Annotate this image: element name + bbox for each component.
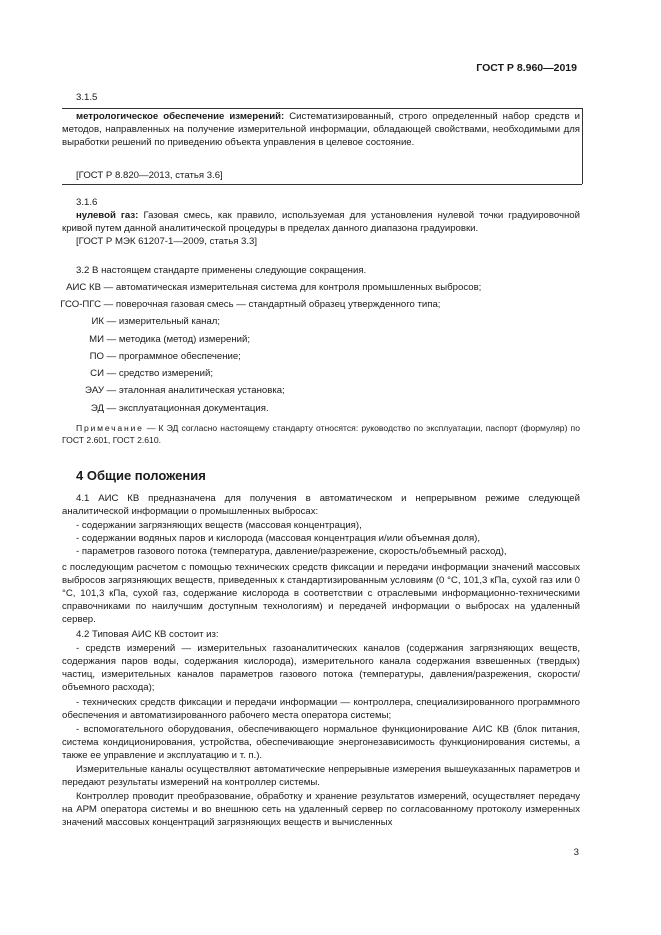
abbreviations-intro: 3.2 В настоящем стандарте применены следующие сокращения. [76,265,367,276]
list-item: - содержании загрязняющих веществ (массовая концентрация), [76,520,362,531]
abbreviation-row [38,384,285,397]
box-top-rule [62,108,582,109]
box-bottom-rule [62,184,582,185]
definition-3-1-5 [62,110,580,149]
note-label: Примечание [76,423,144,433]
abbreviation-row [38,298,440,311]
abbreviation-row [38,281,481,294]
abbreviation-term: СИ [90,368,104,379]
source-3-1-5: [ГОСТ Р 8.820—2013, статья 3.6] [76,170,223,181]
list-item: - вспомогательного оборудования, обеспечивающего нормальное функционирование АИС КВ (блок питания, система кондиционирования, устройства, обеспечивающие энергонезависимость функционирования системы, а также ее управление и эксплуатацию и т. п.). [62,724,580,761]
note [62,422,580,446]
abbreviation-definition: — средство измерений; [104,368,214,379]
page-number: 3 [573,847,579,858]
source-3-1-6: [ГОСТ Р МЭК 61207-1—2009, статья 3.3] [76,236,258,247]
abbreviation-definition: — поверочная газовая смесь — стандартный образец утвержденного типа; [101,299,441,310]
section-heading: 4 Общие положения [76,468,206,483]
list-item: - средств измерений — измерительных газоаналитических каналов (содержания загрязняющих веществ, содержания паров воды, содержания кислорода), измерительного канала содержания взвешенных (твердых) частиц, измерительных каналов параметров газового потока (температуры, давления/разрежения, скорости/объемного расхода); [62,643,580,693]
abbreviation-row [38,350,241,363]
abbreviation-row [38,315,220,328]
abbreviation-term: ГСО-ПГС [60,299,101,310]
abbreviation-term: АИС КВ [66,282,101,293]
abbreviation-row [38,402,269,415]
clause-number-3-1-5: 3.1.5 [76,92,98,103]
clause-number-3-1-6: 3.1.6 [76,197,98,208]
list-4-1 [62,519,580,558]
list-item: - содержании водяных паров и кислорода (массовая концентрация и/или объемная доля), [76,533,481,544]
abbreviation-term: МИ [89,334,104,345]
abbreviation-definition: — программное обеспечение; [104,351,241,362]
abbreviation-term: ЭД [90,403,104,414]
box-right-rule [582,108,583,184]
abbreviation-row [38,333,250,346]
term-3-1-5: метрологическое обеспечение измерений: [76,111,285,122]
definition-3-1-6 [62,209,580,235]
abbreviation-row [38,367,213,380]
abbreviation-definition: — методика (метод) измерений; [104,334,251,345]
paragraph-4-2: 4.2 Типовая АИС КВ состоит из: [76,629,219,640]
paragraph-4-1: 4.1 АИС КВ предназначена для получения в автоматическом и непрерывном режиме следующей аналитической информации о промышленных выбросах: [62,493,580,517]
standard-header: ГОСТ Р 8.960—2019 [476,62,577,74]
paragraph-4-1-tail: с последующим расчетом с помощью технических средств фиксации и передачи информации значений массовых выбросов загрязняющих веществ, приведенных к стандартизированным условиям (0 °C, 101,3 кПа, сухой газ или 0 °C, 101,3 кПа, сухой газ, содержание кислорода в соответствии с отраслевыми информационно-техническими справочниками по наилучшим доступным технологиям) и передачей информации о выбросах на удаленный сервер. [62,562,580,625]
abbreviation-term: ИК [91,316,104,327]
list-item: - параметров газового потока (температура, давление/разрежение, скорость/объемный расход), [76,546,507,557]
abbreviation-term: ПО [89,351,104,362]
paragraph-controller: Контроллер проводит преобразование, обработку и хранение результатов измерений, осуществляет передачу на АРМ оператора системы и во внешнюю сеть на удаленный сервер по согласованному протоколу измеренных значений массовых концентраций загрязняющих веществ и вычисленных [62,791,580,828]
paragraph-channels: Измерительные каналы осуществляют автоматические непрерывные измерения вышеуказанных параметров и передают результаты измерений на контроллер системы. [62,764,580,788]
list-item: - технических средств фиксации и передачи информации — контроллера, специализированного программного обеспечения и автоматизированного рабочего места оператора системы; [62,697,580,721]
abbreviation-definition: — автоматическая измерительная система для контроля промышленных выбросов; [101,282,482,293]
abbreviation-definition: — эталонная аналитическая установка; [104,385,285,396]
abbreviation-definition: — измерительный канал; [104,316,221,327]
abbreviation-definition: — эксплуатационная документация. [104,403,269,414]
term-3-1-6: нулевой газ: [76,210,139,221]
definition-text-3-1-6: Газовая смесь, как правило, используемая для установления нулевой точки градуировочной кривой путем данной аналитической процедуры в пределах данного диапазона градуировки. [62,210,580,234]
note-text: — К ЭД согласно настоящему стандарту относятся: руководство по эксплуатации, паспорт (формуляр) по ГОСТ 2.601, ГОСТ 2.610. [62,423,580,445]
abbreviation-term: ЭАУ [85,385,104,396]
definition-text-3-1-5: Систематизированный, строго определенный набор средств и методов, направленных на получение измерительной информации, обладающей свойствами, необходимыми для выработки решений по приведению объекта управления в целевое состояние. [62,111,580,148]
